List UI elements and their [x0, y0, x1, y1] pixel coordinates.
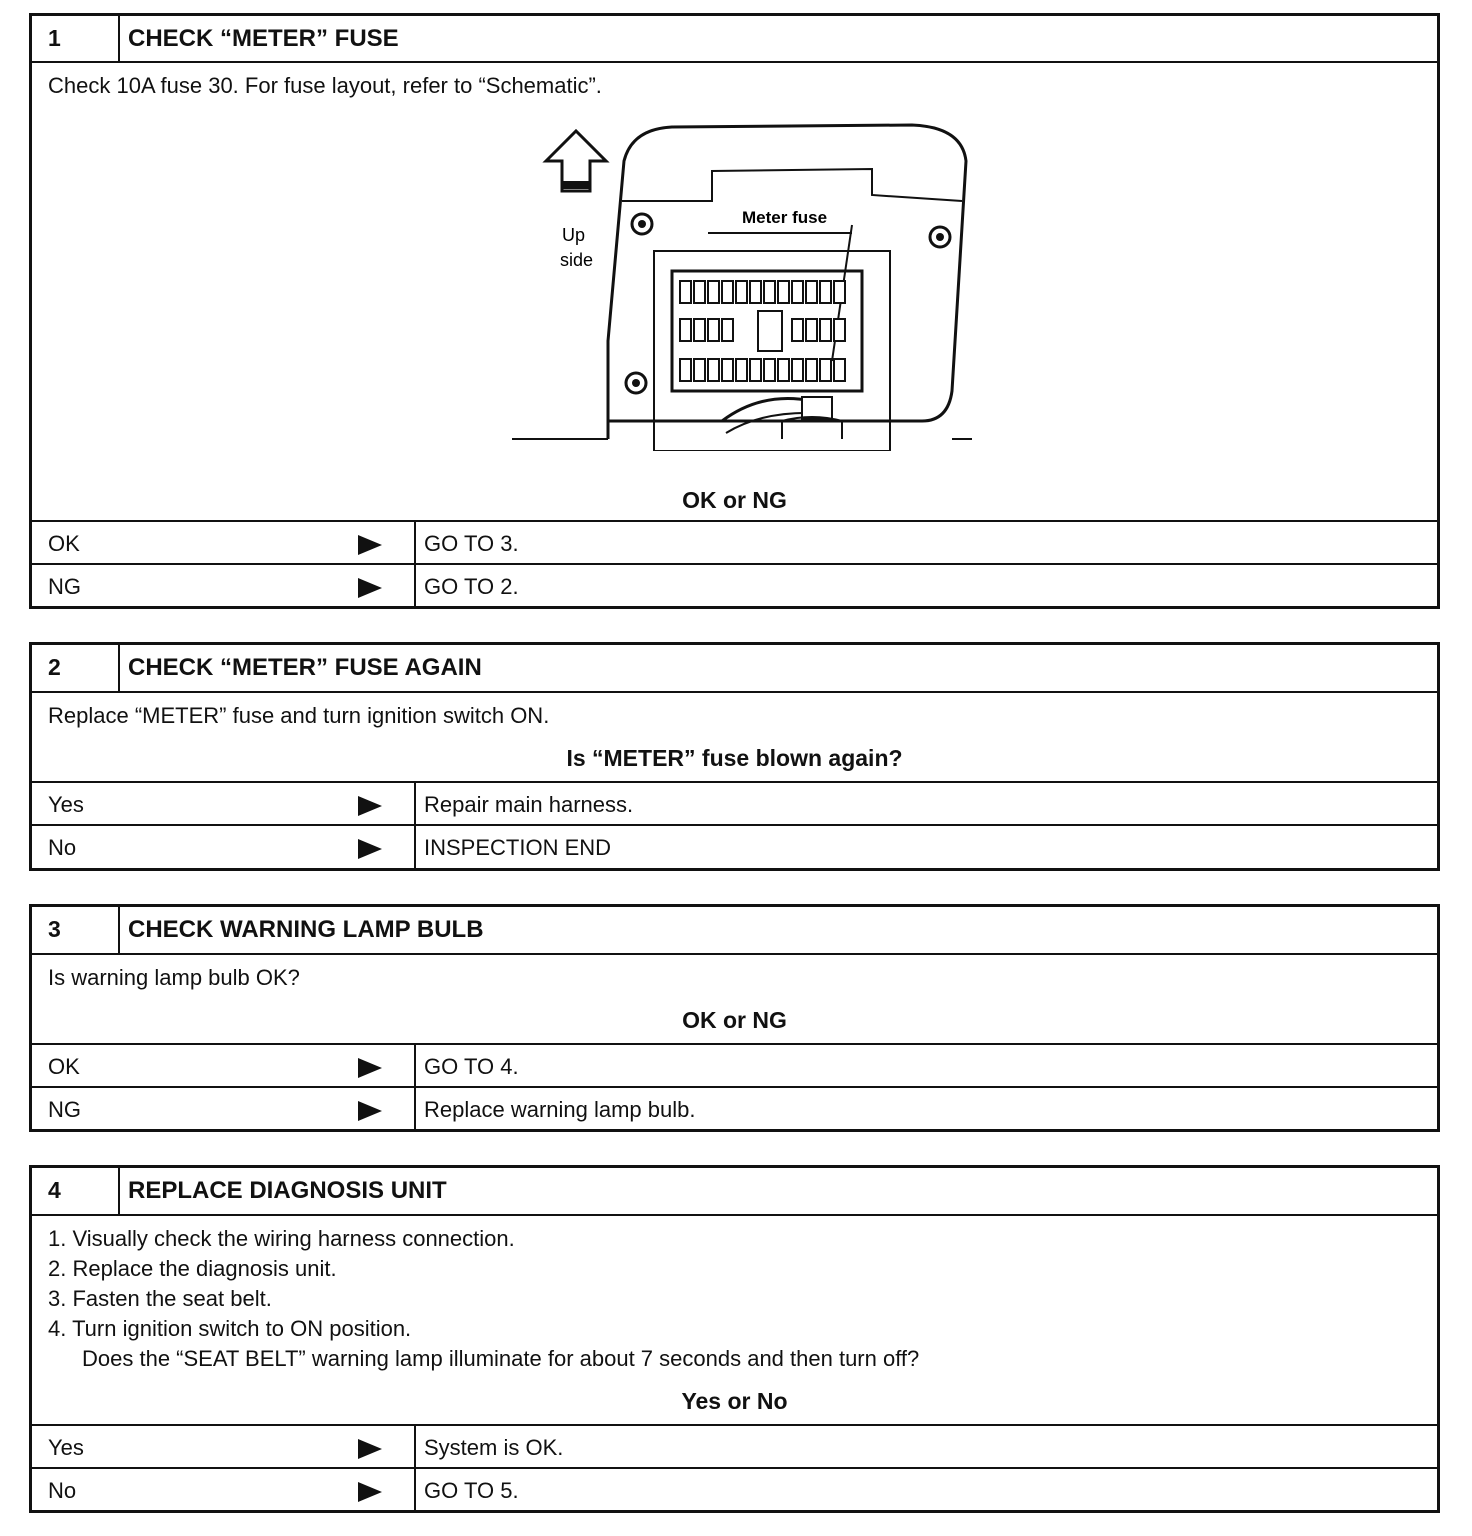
- step-1-answer-row-ng: [32, 565, 1437, 606]
- step-2-header: [32, 645, 1437, 693]
- step-4-header: [32, 1168, 1437, 1216]
- step-3-answer-action: GO TO 4.: [424, 1054, 519, 1079]
- step-3-question: OK or NG: [682, 1007, 787, 1033]
- step-3-instruction: Is warning lamp bulb OK?: [48, 965, 300, 990]
- step-3-answer-row-ng: [32, 1088, 1437, 1129]
- step-2-answer-row-no: [32, 826, 1437, 868]
- step-3-answer-row-ok: [32, 1045, 1437, 1088]
- step-1-table: [29, 13, 1440, 609]
- step-2-instruction: Replace “METER” fuse and turn ignition switch ON.: [48, 703, 550, 728]
- step-2-answer-label: No: [48, 835, 77, 860]
- step-4-answer-action: GO TO 5.: [424, 1478, 519, 1503]
- step-4-item: 3. Fasten the seat belt.: [48, 1286, 272, 1311]
- step-3-header: [32, 907, 1437, 955]
- step-2-answer-label: Yes: [48, 792, 84, 817]
- step-4-item: 2. Replace the diagnosis unit.: [48, 1256, 337, 1281]
- step-1-title: CHECK “METER” FUSE: [128, 25, 399, 52]
- step-4-table: [29, 1165, 1440, 1513]
- right-arrow-icon: [358, 796, 382, 816]
- step-4-item-continuation: Does the “SEAT BELT” warning lamp illuminate for about 7 seconds and then turn off?: [82, 1346, 920, 1371]
- right-arrow-icon: [358, 535, 382, 555]
- right-arrow-icon: [358, 1482, 382, 1502]
- step-4-number: 4: [32, 1168, 120, 1214]
- step-4-answer-row-no: [32, 1469, 1437, 1510]
- step-2-question: Is “METER” fuse blown again?: [566, 745, 903, 771]
- step-1-answer-label: OK: [48, 531, 80, 556]
- step-1-body: [32, 63, 1437, 522]
- step-1-answer-action: GO TO 2.: [424, 574, 519, 599]
- step-2-table: [29, 642, 1440, 871]
- step-2-answer-action: INSPECTION END: [424, 835, 612, 860]
- step-1-instruction: Check 10A fuse 30. For fuse layout, refer to “Schematic”.: [48, 73, 602, 98]
- step-4-answer-action: System is OK.: [424, 1435, 564, 1460]
- step-1-answer-label: NG: [48, 574, 81, 599]
- step-4-question: Yes or No: [681, 1388, 788, 1414]
- step-3-number: 3: [32, 907, 120, 953]
- step-1-answer-action: GO TO 3.: [424, 531, 519, 556]
- step-3-body: [32, 955, 1437, 1045]
- step-1-header: [32, 16, 1437, 63]
- step-3-answer-label: NG: [48, 1097, 81, 1122]
- step-4-instruction-list: [48, 1224, 919, 1374]
- step-2-title: CHECK “METER” FUSE AGAIN: [128, 654, 482, 681]
- right-arrow-icon: [358, 1058, 382, 1078]
- step-4-answer-label: Yes: [48, 1435, 84, 1460]
- step-4-answer-row-yes: [32, 1426, 1437, 1469]
- step-4-title: REPLACE DIAGNOSIS UNIT: [128, 1177, 447, 1204]
- fuse-box-illustration: [512, 121, 972, 451]
- step-4-item: 1. Visually check the wiring harness connection.: [48, 1226, 515, 1251]
- step-3-answer-label: OK: [48, 1054, 80, 1079]
- right-arrow-icon: [358, 839, 382, 859]
- right-arrow-icon: [358, 1101, 382, 1121]
- step-1-question: OK or NG: [682, 487, 787, 513]
- step-1-answer-row-ok: [32, 522, 1437, 565]
- step-4-body: [32, 1216, 1437, 1426]
- right-arrow-icon: [358, 1439, 382, 1459]
- arrow-label-up: Up: [562, 225, 586, 245]
- right-arrow-icon: [358, 578, 382, 598]
- step-1-number: 1: [32, 16, 120, 61]
- step-4-item: 4. Turn ignition switch to ON position.: [48, 1316, 412, 1341]
- step-2-answer-action: Repair main harness.: [424, 792, 634, 817]
- step-3-title: CHECK WARNING LAMP BULB: [128, 916, 484, 943]
- step-2-answer-row-yes: [32, 783, 1437, 826]
- meter-fuse-callout: Meter fuse: [742, 208, 828, 227]
- step-4-answer-label: No: [48, 1478, 77, 1503]
- arrow-label-side: side: [560, 250, 594, 270]
- step-3-table: [29, 904, 1440, 1132]
- step-2-number: 2: [32, 645, 120, 691]
- step-2-body: [32, 693, 1437, 783]
- step-3-answer-action: Replace warning lamp bulb.: [424, 1097, 696, 1122]
